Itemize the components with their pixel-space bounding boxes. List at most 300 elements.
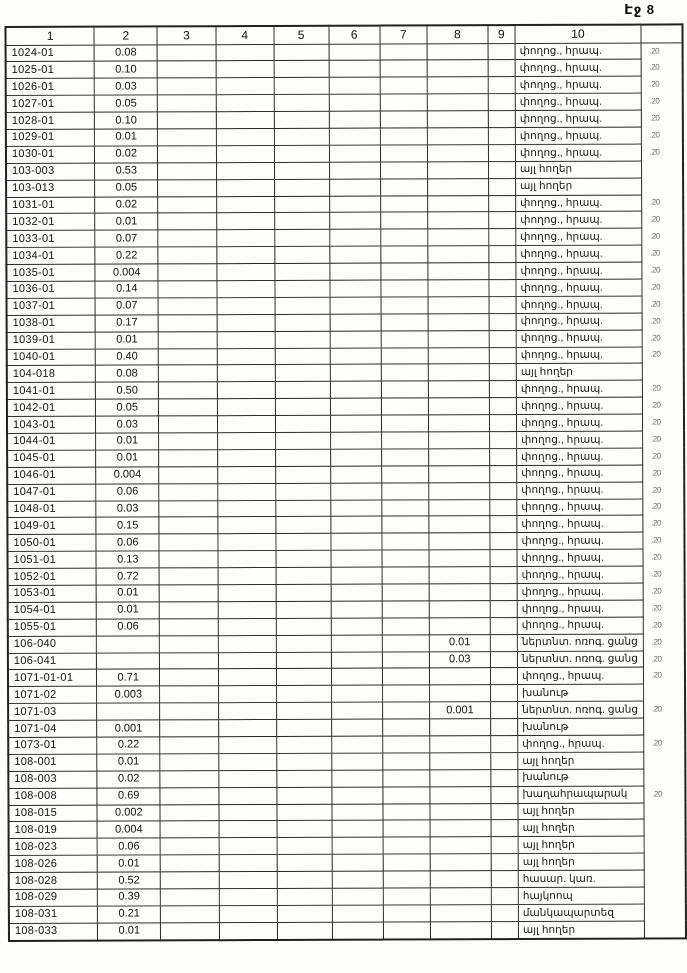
cell-col8-value	[427, 144, 488, 161]
cell-empty	[276, 753, 331, 770]
cell-empty	[331, 787, 382, 804]
cell-empty	[218, 601, 276, 618]
table-row	[9, 921, 686, 941]
cell-empty	[219, 922, 277, 940]
cell-empty	[157, 112, 216, 129]
cell-parcel-code: 1024-01	[6, 45, 95, 62]
cell-parcel-code: 1054-01	[8, 602, 97, 619]
cell-empty	[159, 652, 218, 669]
cell-land-type: խանութ	[518, 684, 644, 701]
cell-col8-value	[428, 297, 489, 314]
cell-empty	[217, 264, 275, 281]
cell-col8-value	[429, 550, 490, 567]
cell-col8-value	[427, 60, 488, 77]
cell-empty	[158, 264, 217, 281]
cell-empty	[332, 922, 383, 940]
cell-area-value: 0.06	[96, 484, 159, 501]
cell-empty	[491, 888, 518, 905]
cell-area-value: 0.22	[97, 737, 160, 754]
page-edge-mark	[644, 819, 686, 836]
cell-empty	[490, 516, 517, 533]
page-edge-mark: .20	[649, 46, 660, 56]
cell-area-value: 0.71	[97, 669, 160, 686]
page-edge-mark	[644, 802, 686, 819]
cell-empty	[329, 229, 380, 246]
data-table	[4, 23, 687, 941]
cell-empty	[159, 618, 218, 635]
column-header: 9	[488, 25, 515, 43]
cell-empty	[160, 686, 219, 703]
cell-col8-value	[430, 820, 491, 837]
cell-empty	[491, 820, 518, 837]
cell-empty	[381, 314, 428, 331]
page-edge-mark: .20	[649, 130, 660, 140]
cell-empty	[159, 483, 218, 500]
cell-empty	[217, 416, 275, 433]
cell-empty	[274, 111, 329, 128]
cell-area-value: 0.13	[96, 551, 159, 568]
cell-col8-value	[427, 94, 488, 111]
cell-area-value	[97, 703, 160, 720]
cell-empty	[381, 466, 428, 483]
cell-empty	[488, 77, 515, 94]
cell-empty	[382, 516, 429, 533]
cell-parcel-code: 108-029	[9, 889, 98, 906]
cell-empty	[330, 348, 381, 365]
cell-land-type: փողոց., հրապ.	[518, 735, 644, 752]
cell-land-type: փողոց., հրապ.	[516, 279, 642, 296]
cell-parcel-code: 1026-01	[6, 78, 95, 95]
cell-empty	[275, 297, 330, 314]
cell-empty	[219, 888, 277, 905]
page-edge-mark: .20	[650, 434, 661, 444]
cell-empty	[159, 568, 218, 585]
cell-empty	[160, 754, 219, 771]
cell-empty	[382, 635, 429, 652]
cell-empty	[381, 246, 428, 263]
cell-col8-value	[430, 803, 491, 820]
cell-col8-value	[428, 398, 489, 415]
cell-empty	[380, 60, 427, 77]
cell-empty	[275, 432, 330, 449]
cell-empty	[489, 415, 516, 432]
page-edge-mark: .20	[649, 147, 660, 157]
cell-land-type: փողոց., հրապ.	[515, 144, 641, 161]
cell-empty	[331, 685, 382, 702]
cell-empty	[491, 837, 518, 854]
cell-parcel-code: 1071-01-01	[8, 670, 97, 687]
cell-col8-value	[430, 905, 491, 922]
cell-land-type: այլ հողեր	[518, 803, 644, 820]
cell-empty	[158, 399, 217, 416]
cell-parcel-code: 108-033	[9, 923, 98, 941]
cell-empty	[332, 888, 383, 905]
cell-parcel-code: 103-003	[6, 163, 95, 180]
page-edge-mark: .20	[650, 231, 660, 241]
cell-parcel-code: 1034-01	[6, 247, 95, 264]
column-header: 6	[329, 26, 380, 44]
cell-empty	[381, 415, 428, 432]
cell-land-type: այլ հողեր	[516, 363, 642, 380]
cell-empty	[275, 331, 330, 348]
cell-land-type: փողոց., հրապ.	[515, 93, 641, 110]
cell-empty	[383, 888, 430, 905]
cell-parcel-code: 1055-01	[8, 619, 97, 636]
cell-area-value: 0.72	[97, 568, 160, 585]
cell-empty	[158, 179, 217, 196]
cell-empty	[276, 635, 331, 652]
cell-empty	[380, 128, 427, 145]
cell-area-value: 0.05	[95, 95, 158, 112]
cell-area-value: 0.01	[98, 923, 161, 941]
cell-parcel-code: 1052-01	[8, 568, 97, 585]
cell-empty	[218, 703, 276, 720]
cell-land-type: այլ հողեր	[518, 752, 644, 769]
cell-land-type: մանկապարտեզ	[518, 904, 644, 921]
cell-empty	[158, 331, 217, 348]
cell-empty	[275, 449, 330, 466]
cell-col8-value	[430, 769, 491, 786]
cell-area-value: 0.08	[96, 365, 159, 382]
cell-col8-value: 0.01	[429, 634, 490, 651]
cell-empty	[331, 736, 382, 753]
cell-parcel-code: 108-026	[9, 855, 98, 872]
cell-empty	[488, 43, 515, 60]
cell-land-type: փողոց., հրապ.	[515, 43, 641, 60]
cell-empty	[382, 550, 429, 567]
cell-empty	[158, 298, 217, 315]
column-header: 3	[157, 26, 216, 44]
page-edge-mark: .20	[650, 316, 661, 326]
cell-empty	[157, 129, 216, 146]
cell-empty	[490, 617, 517, 634]
cell-empty	[332, 821, 383, 838]
cell-empty	[277, 905, 332, 922]
cell-parcel-code: 1044-01	[7, 433, 96, 450]
cell-empty	[275, 365, 330, 382]
cell-land-type: փողոց., հրապ.	[517, 617, 643, 634]
column-header: 5	[274, 26, 329, 44]
cell-empty	[218, 720, 276, 737]
cell-empty	[330, 500, 381, 517]
cell-empty	[330, 364, 381, 381]
cell-empty	[275, 263, 330, 280]
cell-land-type: ներտնտ. ոռոգ. ցանց	[518, 701, 644, 718]
cell-col8-value	[428, 195, 489, 212]
cell-empty	[277, 855, 332, 872]
cell-empty	[329, 111, 380, 128]
cell-col8-value	[429, 617, 490, 634]
cell-empty	[218, 534, 276, 551]
cell-col8-value	[430, 871, 491, 888]
cell-empty	[329, 263, 380, 280]
cell-area-value: 0.03	[96, 500, 159, 517]
cell-land-type: փողոց., հրապ.	[517, 465, 643, 482]
cell-empty	[160, 770, 219, 787]
cell-parcel-code: 1030-01	[6, 146, 95, 163]
cell-empty	[491, 871, 518, 888]
cell-empty	[218, 466, 276, 483]
cell-empty	[158, 382, 217, 399]
cell-empty	[159, 551, 218, 568]
page-edge-mark	[644, 836, 686, 853]
page-edge-mark: .20	[651, 586, 662, 596]
cell-empty	[275, 483, 330, 500]
cell-empty	[157, 95, 216, 112]
cell-empty	[329, 128, 380, 145]
cell-col8-value	[429, 533, 490, 550]
cell-area-value: 0.004	[98, 821, 161, 838]
cell-area-value: 0.10	[95, 61, 158, 78]
page-edge-mark: .20	[651, 485, 661, 495]
cell-empty	[380, 111, 427, 128]
cell-empty	[382, 702, 429, 719]
cell-empty	[275, 517, 330, 534]
cell-empty	[489, 246, 516, 263]
column-header: 1	[5, 27, 94, 45]
cell-col8-value	[428, 229, 489, 246]
cell-empty	[159, 416, 218, 433]
cell-empty	[217, 280, 275, 297]
cell-empty	[381, 280, 428, 297]
cell-land-type: փողոց., հրապ.	[516, 262, 642, 279]
cell-empty	[491, 786, 518, 803]
cell-empty	[489, 263, 516, 280]
cell-area-value: 0.03	[95, 78, 158, 95]
cell-parcel-code: 1051-01	[8, 551, 97, 568]
cell-empty	[274, 213, 329, 230]
cell-land-type: փողոց., հրապ.	[516, 347, 642, 364]
cell-area-value: 0.05	[96, 399, 159, 416]
cell-empty	[488, 127, 515, 144]
cell-empty	[217, 365, 275, 382]
cell-empty	[490, 668, 517, 685]
cell-empty	[276, 702, 331, 719]
cell-empty	[277, 804, 332, 821]
cell-empty	[217, 382, 275, 399]
page-edge-mark: .20	[652, 738, 662, 748]
cell-empty	[158, 281, 217, 298]
cell-empty	[330, 432, 381, 449]
cell-empty	[381, 499, 428, 516]
cell-empty	[331, 669, 382, 686]
cell-empty	[380, 77, 427, 94]
cell-empty	[216, 162, 274, 179]
cell-land-type: փողոց., հրապ.	[516, 414, 642, 431]
cell-col8-value	[427, 77, 488, 94]
page-edge-mark: .20	[652, 789, 662, 799]
cell-empty	[274, 44, 329, 61]
cell-area-value: 0.01	[96, 433, 159, 450]
cell-empty	[490, 634, 517, 651]
cell-parcel-code: 1032-01	[6, 214, 95, 231]
cell-empty	[276, 770, 331, 787]
page-edge-spacer	[641, 24, 683, 42]
cell-empty	[491, 904, 518, 921]
cell-land-type: փողոց., հրապ.	[516, 330, 642, 347]
cell-area-value: 0.01	[96, 332, 159, 349]
cell-empty	[219, 753, 277, 770]
cell-empty	[160, 872, 219, 889]
cell-empty	[218, 669, 276, 686]
cell-parcel-code: 1036-01	[6, 281, 95, 298]
cell-land-type: փողոց., հրապ.	[516, 245, 642, 262]
cell-empty	[488, 178, 515, 195]
cell-empty	[380, 212, 427, 229]
cell-area-value: 0.40	[96, 348, 159, 365]
cell-parcel-code: 1045-01	[7, 450, 96, 467]
cell-area-value: 0.02	[97, 771, 160, 788]
cell-empty	[381, 398, 428, 415]
cell-empty	[331, 567, 382, 584]
cell-col8-value	[429, 432, 490, 449]
cell-empty	[158, 230, 217, 247]
cell-parcel-code: 1050-01	[7, 534, 96, 551]
cell-empty	[274, 94, 329, 111]
cell-empty	[160, 737, 219, 754]
cell-empty	[330, 449, 381, 466]
cell-empty	[330, 331, 381, 348]
cell-parcel-code: 1042-01	[7, 399, 96, 416]
cell-empty	[274, 162, 329, 179]
cell-area-value: 0.17	[96, 315, 159, 332]
cell-empty	[489, 465, 516, 482]
cell-parcel-code: 1043-01	[7, 416, 96, 433]
cell-empty	[216, 179, 274, 196]
cell-empty	[216, 95, 274, 112]
cell-empty	[383, 854, 430, 871]
cell-col8-value	[429, 601, 490, 618]
cell-empty	[160, 821, 219, 838]
cell-area-value: 0.08	[95, 44, 158, 61]
cell-empty	[277, 821, 332, 838]
page-edge-mark	[644, 853, 686, 870]
cell-empty	[218, 500, 276, 517]
cell-col8-value	[428, 415, 489, 432]
cell-empty	[383, 787, 430, 804]
cell-empty	[488, 60, 515, 77]
cell-land-type: փողոց., հրապ.	[516, 195, 642, 212]
cell-empty	[331, 635, 382, 652]
cell-empty	[218, 584, 276, 601]
cell-col8-value	[429, 465, 490, 482]
cell-empty	[382, 601, 429, 618]
cell-empty	[381, 331, 428, 348]
cell-area-value: 0.01	[97, 754, 160, 771]
cell-land-type: այլ հողեր	[518, 853, 644, 870]
cell-land-type: փողոց., հրապ.	[515, 76, 641, 93]
cell-empty	[161, 923, 220, 941]
cell-area-value: 0.06	[97, 619, 160, 636]
cell-empty	[382, 753, 429, 770]
page-edge-mark: .20	[651, 637, 662, 647]
cell-parcel-code: 1049-01	[7, 518, 96, 535]
cell-parcel-code: 1040-01	[7, 349, 96, 366]
cell-empty	[490, 550, 517, 567]
cell-empty	[489, 432, 516, 449]
page-edge-mark	[641, 161, 683, 178]
cell-empty	[217, 314, 275, 331]
cell-area-value: 0.004	[95, 264, 158, 281]
cell-land-type: ներտնտ. ոռոգ. ցանց	[517, 651, 643, 668]
cell-col8-value	[428, 381, 489, 398]
cell-empty	[219, 838, 277, 855]
cell-area-value: 0.06	[98, 838, 161, 855]
cell-empty	[381, 381, 428, 398]
page-edge-mark: .20	[650, 349, 661, 359]
cell-empty	[159, 450, 218, 467]
cell-parcel-code: 104-018	[7, 366, 96, 383]
cell-col8-value	[429, 482, 490, 499]
cell-empty	[489, 347, 516, 364]
page-edge-mark	[644, 921, 686, 939]
cell-empty	[217, 247, 275, 264]
cell-empty	[216, 78, 274, 95]
cell-empty	[491, 803, 518, 820]
cell-parcel-code: 1071-04	[8, 720, 97, 737]
page-edge-mark: .20	[650, 299, 661, 309]
cell-empty	[332, 804, 383, 821]
cell-empty	[218, 568, 276, 585]
cell-empty	[276, 601, 331, 618]
cell-land-type: փողոց., հրապ.	[517, 515, 643, 532]
cell-empty	[160, 787, 219, 804]
cell-land-type: փողոց., հրապ.	[517, 583, 643, 600]
cell-empty	[329, 179, 380, 196]
cell-empty	[274, 61, 329, 78]
column-header: 10	[515, 25, 641, 43]
cell-empty	[277, 888, 332, 905]
cell-area-value: 0.01	[98, 855, 161, 872]
page-edge-mark: .20	[650, 417, 661, 427]
cell-parcel-code: 1048-01	[7, 501, 96, 518]
page-edge-mark	[644, 769, 686, 786]
cell-land-type: փողոց., հրապ.	[516, 313, 642, 330]
cell-empty	[489, 398, 516, 415]
cell-empty	[219, 736, 277, 753]
page-edge-mark: .20	[651, 518, 661, 528]
cell-empty	[331, 550, 382, 567]
cell-col8-value	[430, 854, 491, 871]
cell-empty	[276, 534, 331, 551]
cell-empty	[329, 145, 380, 162]
cell-empty	[160, 889, 219, 906]
page-edge-mark: .20	[650, 333, 661, 343]
page-edge-mark: .20	[650, 383, 661, 393]
cell-empty	[331, 618, 382, 635]
cell-empty	[489, 313, 516, 330]
cell-empty	[217, 297, 275, 314]
cell-col8-value	[428, 246, 489, 263]
cell-area-value: 0.003	[97, 686, 160, 703]
table-container	[4, 23, 687, 941]
cell-empty	[157, 61, 216, 78]
cell-parcel-code: 1028-01	[6, 112, 95, 129]
cell-empty	[276, 719, 331, 736]
cell-col8-value	[429, 499, 490, 516]
cell-land-type: խանութ	[518, 718, 644, 735]
cell-empty	[330, 280, 381, 297]
cell-empty	[330, 297, 381, 314]
cell-empty	[159, 602, 218, 619]
cell-parcel-code: 1047-01	[7, 484, 96, 501]
cell-empty	[276, 686, 331, 703]
cell-empty	[381, 364, 428, 381]
cell-empty	[276, 584, 331, 601]
cell-land-type: փողոց., հրապ.	[516, 380, 642, 397]
cell-land-type: փողոց., հրապ.	[517, 668, 643, 685]
cell-empty	[329, 212, 380, 229]
